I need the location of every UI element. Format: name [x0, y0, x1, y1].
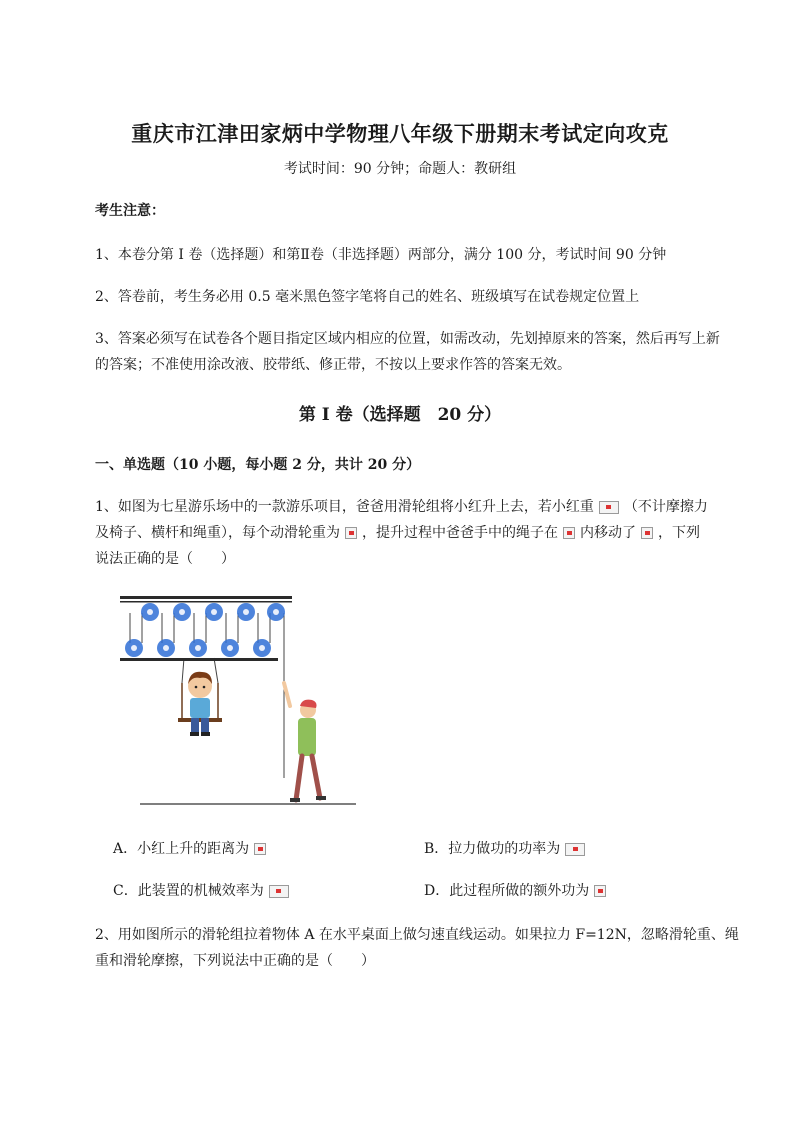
notice-item-2: 2、答卷前，考生务必用 0.5 毫米黑色签字笔将自己的姓名、班级填写在试卷规定位置上 — [95, 289, 640, 305]
question-1-text: 1、如图为七星游乐场中的一款游乐项目，爸爸用滑轮组将小红升上去，若小红重 — [95, 499, 594, 515]
notice-item-1: 1、本卷分第 I 卷（选择题）和第Ⅱ卷（非选择题）两部分，满分 100 分，考试时间 90 分钟 — [95, 247, 667, 263]
section-title: 第 I 卷（选择题 20 分） — [298, 405, 502, 425]
formula-image-icon — [269, 885, 289, 898]
question-1-text: ，下列 — [658, 525, 700, 541]
notice-heading: 考生注意： — [95, 203, 165, 219]
formula-image-icon — [254, 843, 266, 855]
question-2-line-2: 重和滑轮摩擦，下列说法中正确的是（ ） — [95, 953, 375, 969]
question-1-text: ，提升过程中爸爸手中的绳子在 — [362, 525, 558, 541]
notice-item-3-line-1: 3、答案必须写在试卷各个题目指定区域内相应的位置，如需改动，先划掉原来的答案，然后再写上新 — [95, 331, 720, 347]
question-1-line-2 — [95, 520, 755, 546]
question-1-line-1 — [95, 494, 755, 520]
top-crossbar — [120, 596, 292, 603]
part-heading: 一、单选题（10 小题，每小题 2 分，共计 20 分） — [95, 457, 421, 473]
question-1-text: 内移动了 — [580, 525, 636, 541]
formula-image-icon — [594, 885, 606, 897]
notice-item-3-line-2: 的答案；不准使用涂改液、胶带纸、修正带，不按以上要求作答的答案无效。 — [95, 357, 571, 373]
exam-title: 重庆市江津田家炳中学物理八年级下册期末考试定向攻克 — [131, 121, 669, 146]
option-b[interactable] — [424, 838, 590, 858]
father-pulling-icon — [284, 683, 326, 802]
child-on-swing-icon — [178, 672, 222, 736]
formula-image-icon — [563, 527, 575, 539]
formula-image-icon — [345, 527, 357, 539]
option-b-label: B．拉力做功的功率为 — [424, 841, 561, 857]
pulley-system-figure — [112, 588, 362, 810]
question-1-line-3: 说法正确的是（ ） — [95, 551, 235, 567]
question-1-text: （不计摩擦力 — [623, 499, 708, 515]
formula-image-icon — [641, 527, 653, 539]
lower-crossbar — [120, 658, 278, 661]
option-a[interactable] — [113, 838, 271, 858]
option-a-label: A．小红上升的距离为 — [113, 841, 250, 857]
formula-image-icon — [599, 501, 619, 514]
movable-pulleys — [125, 639, 271, 657]
option-d[interactable] — [424, 880, 611, 900]
question-2-line-1: 2、用如图所示的滑轮组拉着物体 A 在水平桌面上做匀速直线运动。如果拉力 F=12N，忽略滑轮重、绳 — [95, 927, 739, 943]
fixed-pulleys — [141, 603, 285, 621]
option-c-label: C．此装置的机械效率为 — [113, 883, 264, 899]
question-1-text: 及椅子、横杆和绳重），每个动滑轮重为 — [95, 525, 340, 541]
formula-image-icon — [565, 843, 585, 856]
exam-subtitle: 考试时间：90 分钟；命题人：教研组 — [283, 161, 517, 177]
option-d-label: D．此过程所做的额外功为 — [424, 883, 590, 899]
option-c[interactable] — [113, 880, 294, 900]
